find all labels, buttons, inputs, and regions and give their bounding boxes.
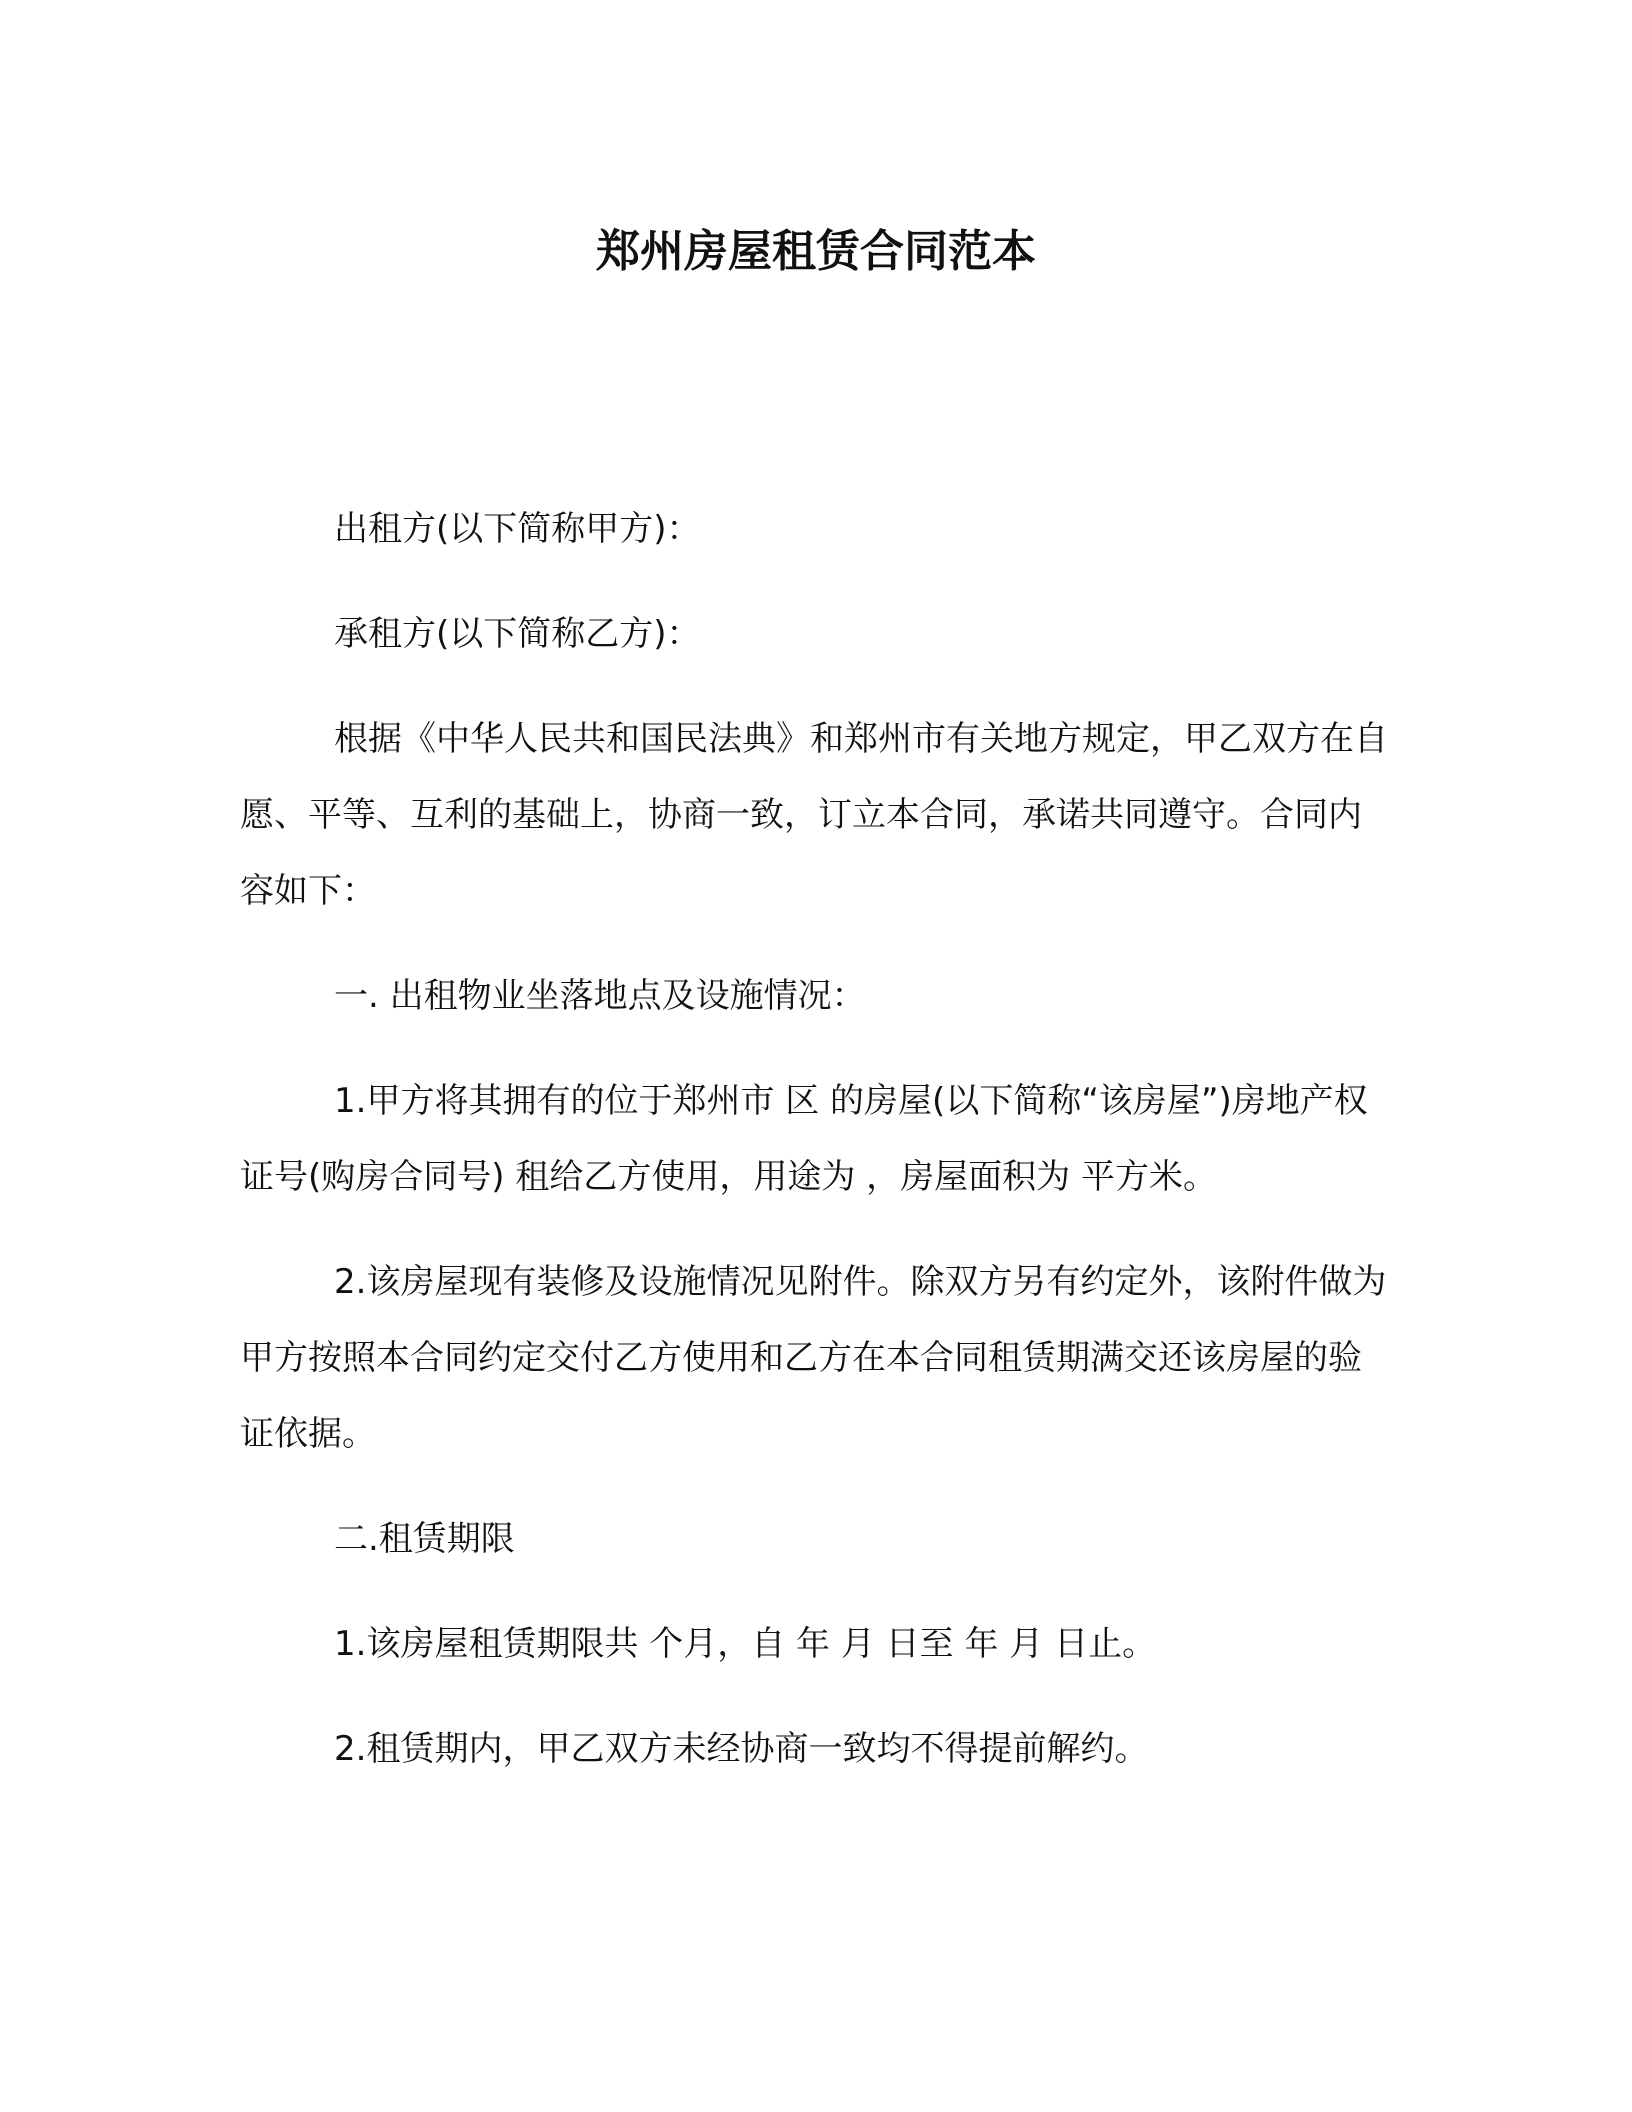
section-heading-term: 二.租赁期限 bbox=[334, 1519, 515, 1559]
paragraph-lessee: 承租方(以下简称乙方)： bbox=[334, 614, 701, 654]
paragraph-clause-1-2: 2.该房屋现有装修及设施情况见附件。除双方另有约定外，该附件做为甲方按照本合同约定交付乙方使用和乙方在本合同租赁期满交还该房屋的验证依据。 bbox=[240, 1262, 1387, 1454]
paragraph-clause-2-2: 2.租赁期内，甲乙双方未经协商一致均不得提前解约。 bbox=[334, 1729, 1149, 1769]
section-heading-property: 一. 出租物业坐落地点及设施情况： bbox=[334, 976, 866, 1016]
document-body bbox=[240, 491, 1390, 1816]
paragraph-lessor: 出租方(以下简称甲方)： bbox=[334, 509, 701, 549]
paragraph-clause-2-1: 1.该房屋租赁期限共 个月，自 年 月 日至 年 月 日止。 bbox=[334, 1624, 1157, 1664]
paragraph-preamble: 根据《中华人民共和国民法典》和郑州市有关地方规定，甲乙双方在自愿、平等、互利的基础上，协商一致，订立本合同，承诺共同遵守。合同内容如下： bbox=[240, 719, 1388, 911]
document-title: 郑州房屋租赁合同范本 bbox=[596, 226, 1036, 277]
paragraph-clause-1-1: 1.甲方将其拥有的位于郑州市 区 的房屋(以下简称“该房屋”)房地产权证号(购房合同号) 租给乙方使用，用途为 ，房屋面积为 平方米。 bbox=[240, 1081, 1368, 1197]
